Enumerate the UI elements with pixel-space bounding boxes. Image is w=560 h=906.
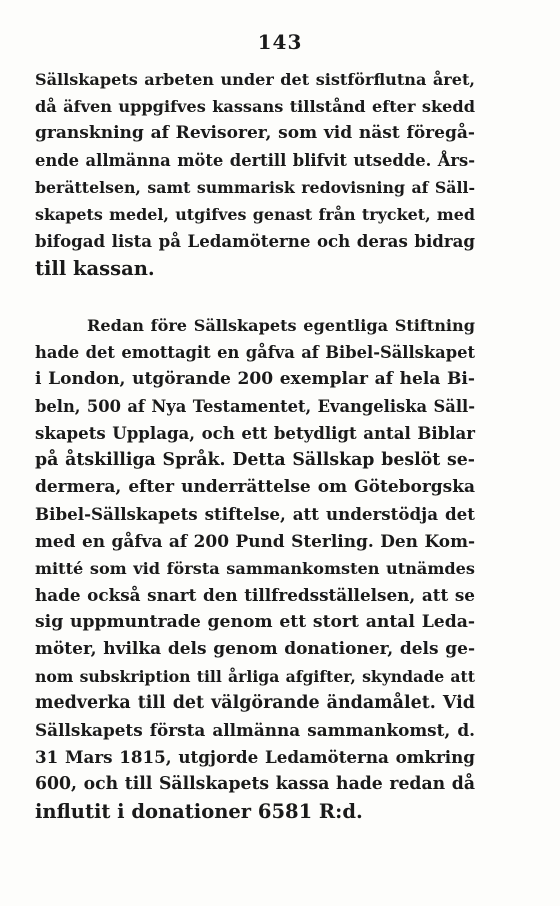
text-line: skapets Upplaga, och ett betydligt antal Biblar [35,423,475,443]
text-line: möter, hvilka dels genom donationer, dels ge- [35,639,475,659]
text-line: granskning af Revisorer, som vid näst föregå- [35,123,475,143]
text-line: mitté som vid första sammankomsten utnämdes [35,559,475,578]
text-line: hade också snart den tillfredsställelsen, att se [35,585,475,605]
text-line: influtit i donationer 6581 R:d. [35,800,363,823]
text-line: Bibel-Sällskapets stiftelse, att understödja det [35,504,475,524]
text-line: nom subskription till årliga afgifter, skyndade att [35,667,475,686]
text-line: skapets medel, utgifves genast från trycket, med [35,205,475,224]
text-line: 600, och till Sällskapets kassa hade redan då [35,774,475,794]
text-line: med en gåfva af 200 Pund Sterling. Den Kom- [35,531,475,551]
page-number: 143 [257,30,303,54]
text-line: i London, utgörande 200 exemplar af hela Bi- [35,369,475,389]
text-line: på åtskilliga Språk. Detta Sällskap beslöt se- [35,450,475,470]
text-line: ende allmänna möte dertill blifvit utsedde. Års- [35,151,475,170]
text-line: bifogad lista på Ledamöterne och deras bidrag [35,231,475,251]
paragraph-2 [35,312,475,825]
text-line: berättelsen, samt summarisk redovisning af Säll- [35,178,475,197]
text-line: sig uppmuntrade genom ett stort antal Leda- [35,612,475,632]
text-line: Sällskapets första allmänna sammankomst, d. [35,720,475,740]
text-line: Redan före Sällskapets egentliga Stiftning [87,316,475,335]
text-line: medverka till det välgörande ändamålet. Vid [35,693,475,713]
text-line: till kassan. [35,257,155,280]
paragraph-1 [35,66,475,282]
text-line: Sällskapets arbeten under det sistförflutna året, [35,70,475,89]
text-line: 31 Mars 1815, utgjorde Ledamöterna omkring [35,747,475,767]
text-line: hade det emottagit en gåfva af Bibel-Sällskapet [35,343,475,362]
text-line: beln, 500 af Nya Testamentet, Evangeliska Säll- [35,397,475,416]
text-line: dermera, efter underrättelse om Göteborgska [35,477,475,497]
text-line: då äfven uppgifves kassans tillstånd efter skedd [35,97,475,116]
